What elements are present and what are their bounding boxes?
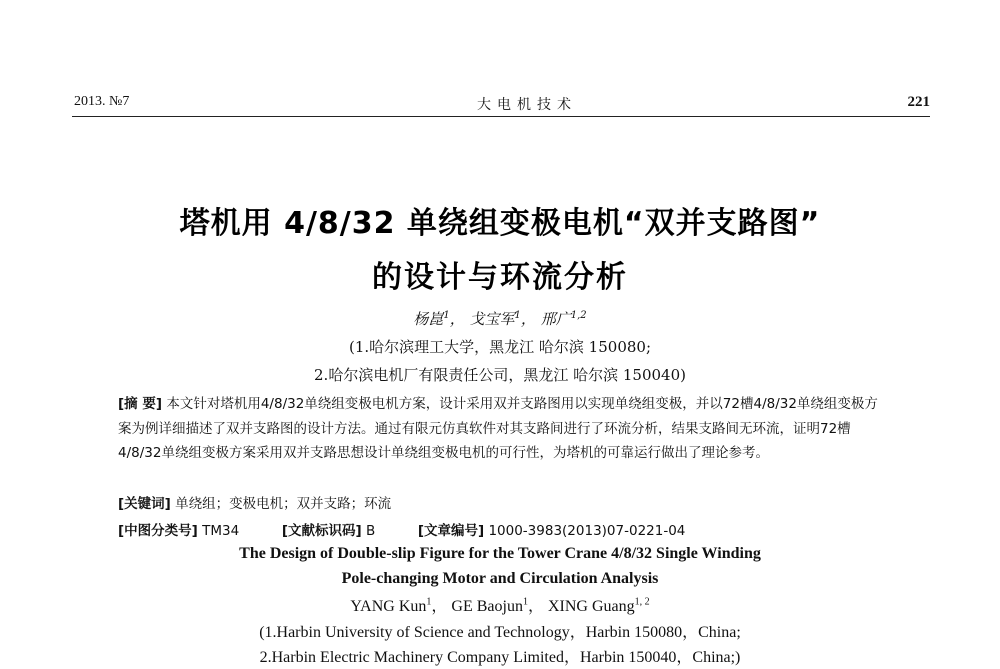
journal-name: 大电机技术 <box>477 97 577 113</box>
abstract <box>118 392 878 466</box>
author-list <box>0 308 1000 329</box>
author-affiliation-mark: 1, 2 <box>634 596 650 608</box>
author-name: XING Guang <box>547 598 635 615</box>
author-name: GE Baojun <box>451 598 523 615</box>
author-name: 邢广 <box>540 310 571 328</box>
author-affiliation-mark: 1,2 <box>570 310 587 321</box>
english-title-line-2: Pole-changing Motor and Circulation Analysis <box>341 570 659 587</box>
doc-code-label: [文献标识码] <box>281 523 362 539</box>
english-affiliation-2: 2.Harbin Electric Machinery Company Limited，Harbin 150040，China;) <box>259 649 741 666</box>
author-name: 杨崑 <box>413 310 444 328</box>
clc-label: [中图分类号] <box>118 523 198 539</box>
paper-title-line-2: 的设计与环流分析 <box>372 260 628 295</box>
page-number: 221 <box>907 94 930 110</box>
affiliation-2: 2.哈尔滨电机厂有限责任公司，黑龙江 哈尔滨 150040) <box>314 366 686 384</box>
english-affiliation-1: (1.Harbin University of Science and Technology，Harbin 150080，China; <box>259 624 741 641</box>
article-number-value: 1000-3983(2013)07-0221-04 <box>488 523 686 539</box>
author-affiliation-mark: 1 <box>514 310 521 321</box>
author-name: YANG Kun <box>350 598 427 615</box>
author-name: 戈宝军 <box>469 310 515 328</box>
english-author-list <box>0 593 1000 616</box>
separator: ， <box>449 310 465 328</box>
author-affiliation-mark: 1 <box>522 596 528 608</box>
affiliation-1: (1.哈尔滨理工大学，黑龙江 哈尔滨 150080; <box>348 338 652 356</box>
separator: ， <box>520 310 536 328</box>
paper-title-line-1: 塔机用 4/8/32 单绕组变极电机“双并支路图” <box>179 206 821 241</box>
separator: ， <box>527 598 544 615</box>
keywords-text: 单绕组；变极电机；双并支路；环流 <box>175 496 392 512</box>
running-header <box>72 94 930 117</box>
clc-value: TM34 <box>202 523 240 539</box>
separator: ， <box>431 598 448 615</box>
english-title-line-1: The Design of Double-slip Figure for the Tower Crane 4/8/32 Single Winding <box>239 545 761 562</box>
classification-line <box>118 519 685 539</box>
author-affiliation-mark: 1 <box>426 596 432 608</box>
doc-code-value: B <box>365 523 376 539</box>
keywords <box>118 492 391 512</box>
abstract-label: [摘 要] <box>118 396 163 412</box>
abstract-text: 本文针对塔机用4/8/32单绕组变极电机方案，设计采用双并支路图用以实现单绕组变极，并以72槽4/8/32单绕组变极方案为例详细描述了双并支路图的设计方法。通过有限元仿真软件对其支路间进行了环流分析，结果支路间无环流，证明72槽4/8/32单绕组变极方案采用双并支路思想设计单绕组变极电机的可行性，为塔机的可靠运行做出了理论参考。 <box>118 396 878 461</box>
issue-number: 2013. №7 <box>74 94 130 109</box>
article-number-label: [文章编号] <box>417 523 485 539</box>
author-affiliation-mark: 1 <box>443 310 450 321</box>
keywords-label: [关键词] <box>118 496 171 512</box>
